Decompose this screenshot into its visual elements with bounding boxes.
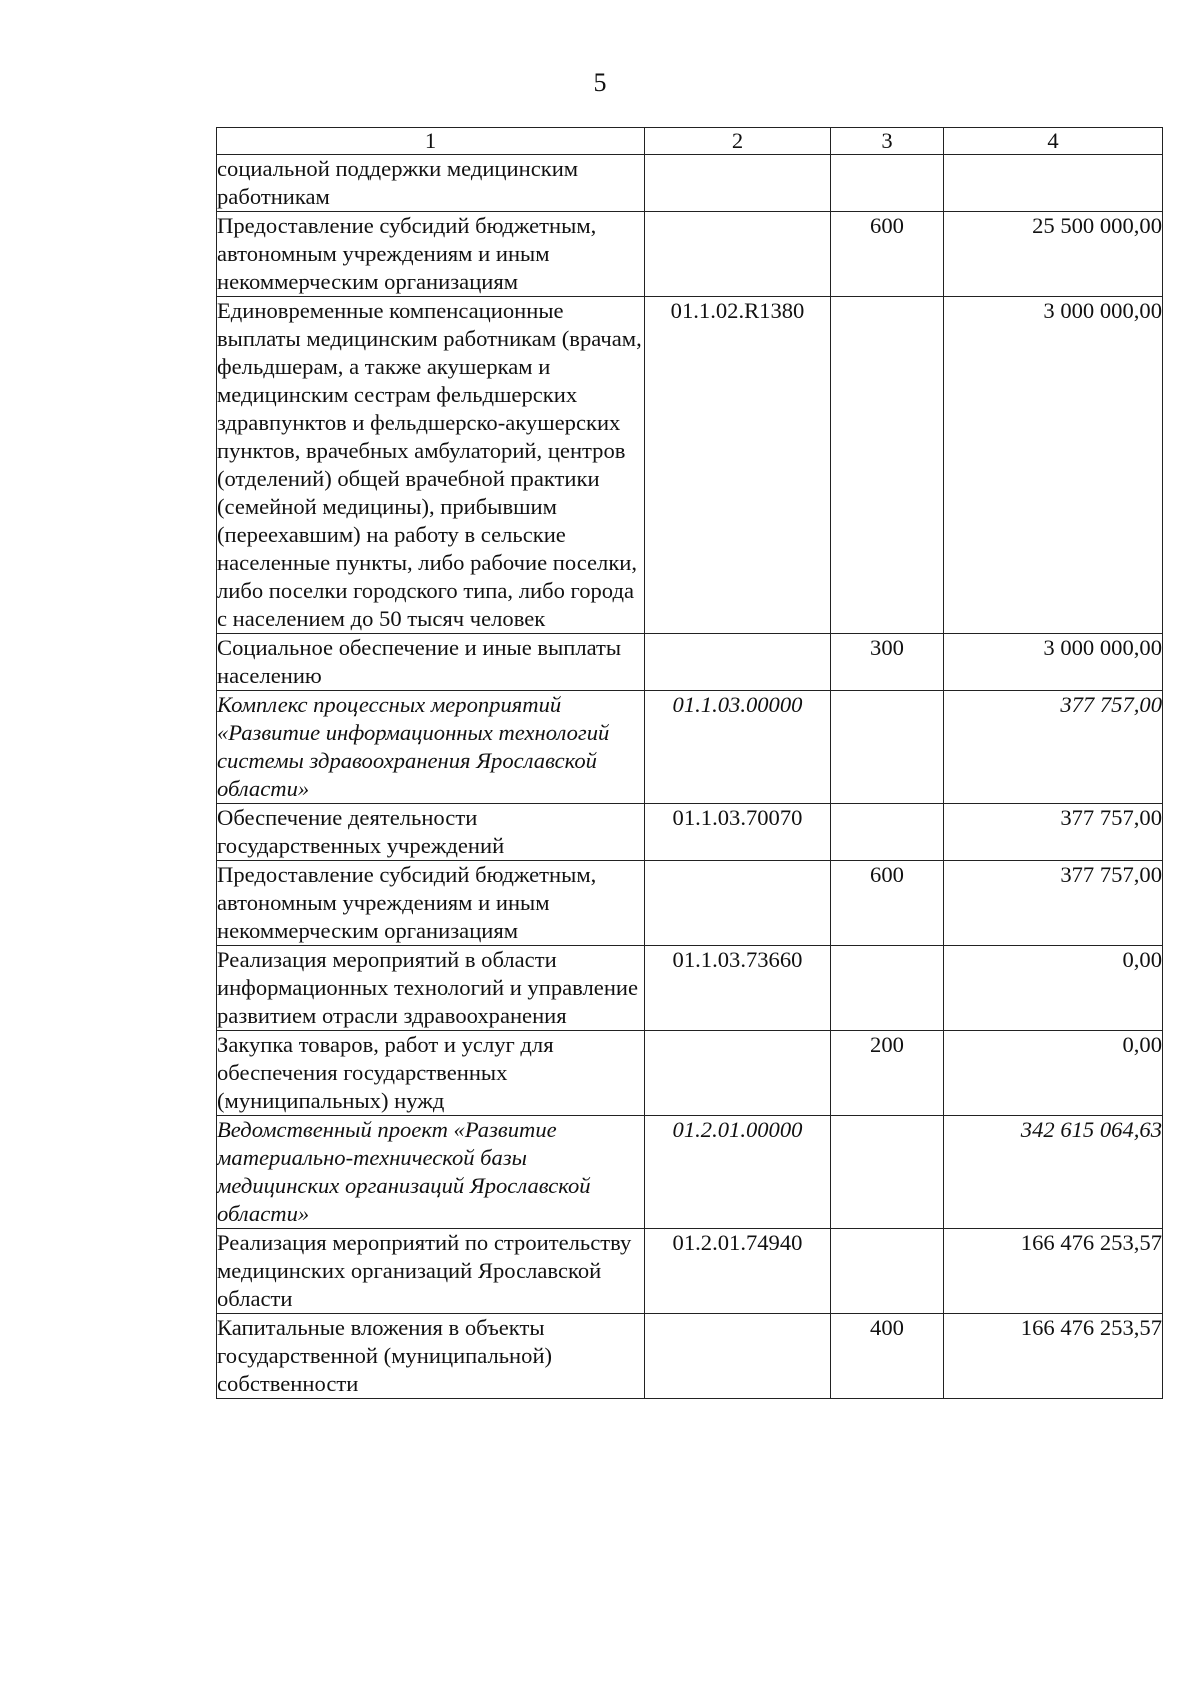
row-type-cell	[831, 691, 944, 804]
row-code-cell	[645, 155, 831, 212]
column-header-2: 2	[645, 128, 831, 155]
row-amount-cell: 3 000 000,00	[944, 634, 1163, 691]
row-name-cell: Социальное обеспечение и иные выплаты населению	[217, 634, 645, 691]
row-code-cell: 01.2.01.74940	[645, 1229, 831, 1314]
table-row	[217, 804, 1163, 861]
table-body	[217, 155, 1163, 1399]
row-type-cell	[831, 155, 944, 212]
row-code-cell: 01.2.01.00000	[645, 1116, 831, 1229]
row-name-cell: социальной поддержки медицинским работникам	[217, 155, 645, 212]
row-name-cell: Предоставление субсидий бюджетным, автономным учреждениям и иным некоммерческим организациям	[217, 861, 645, 946]
row-type-cell: 600	[831, 212, 944, 297]
row-amount-cell: 25 500 000,00	[944, 212, 1163, 297]
row-name-cell: Единовременные компенсационные выплаты медицинским работникам (врачам, фельдшерам, а также акушеркам и медицинским сестрам фельдшерских здравпунктов и фельдшерско-акушерских пунктов, врачебных амбулаторий, центров (отделений) общей врачебной практики (семейной медицины), прибывшим (переехавшим) на работу в сельские населенные пункты, либо рабочие поселки, либо поселки городского типа, либо города с населением до 50 тысяч человек	[217, 297, 645, 634]
row-name-cell: Ведомственный проект «Развитие материально-технической базы медицинских организаций Ярославской области»	[217, 1116, 645, 1229]
row-type-cell	[831, 1116, 944, 1229]
row-amount-cell: 166 476 253,57	[944, 1314, 1163, 1399]
page-number: 5	[593, 68, 607, 97]
row-type-cell: 200	[831, 1031, 944, 1116]
row-amount-cell: 342 615 064,63	[944, 1116, 1163, 1229]
row-amount-cell: 3 000 000,00	[944, 297, 1163, 634]
row-code-cell: 01.1.02.R1380	[645, 297, 831, 634]
row-amount-cell: 0,00	[944, 1031, 1163, 1116]
row-type-cell	[831, 804, 944, 861]
table-row	[217, 861, 1163, 946]
row-amount-cell: 0,00	[944, 946, 1163, 1031]
row-type-cell: 400	[831, 1314, 944, 1399]
table-row	[217, 634, 1163, 691]
column-header-4: 4	[944, 128, 1163, 155]
row-name-cell: Комплекс процессных мероприятий «Развитие информационных технологий системы здравоохранения Ярославской области»	[217, 691, 645, 804]
row-name-cell: Реализация мероприятий в области информационных технологий и управление развитием отрасли здравоохранения	[217, 946, 645, 1031]
row-type-cell: 300	[831, 634, 944, 691]
table-row	[217, 691, 1163, 804]
row-code-cell: 01.1.03.70070	[645, 804, 831, 861]
table-row	[217, 1031, 1163, 1116]
row-name-cell: Закупка товаров, работ и услуг для обеспечения государственных (муниципальных) нужд	[217, 1031, 645, 1116]
table-row	[217, 1116, 1163, 1229]
row-code-cell	[645, 1314, 831, 1399]
row-amount-cell: 377 757,00	[944, 804, 1163, 861]
row-name-cell: Капитальные вложения в объекты государственной (муниципальной) собственности	[217, 1314, 645, 1399]
row-code-cell: 01.1.03.00000	[645, 691, 831, 804]
row-amount-cell	[944, 155, 1163, 212]
row-name-cell: Предоставление субсидий бюджетным, автономным учреждениям и иным некоммерческим организациям	[217, 212, 645, 297]
row-type-cell	[831, 946, 944, 1031]
row-amount-cell: 377 757,00	[944, 861, 1163, 946]
budget-table	[216, 127, 1163, 1399]
table-row	[217, 1314, 1163, 1399]
row-type-cell: 600	[831, 861, 944, 946]
table-row	[217, 212, 1163, 297]
row-name-cell: Обеспечение деятельности государственных учреждений	[217, 804, 645, 861]
row-type-cell	[831, 1229, 944, 1314]
row-name-cell: Реализация мероприятий по строительству медицинских организаций Ярославской области	[217, 1229, 645, 1314]
row-amount-cell: 377 757,00	[944, 691, 1163, 804]
row-code-cell	[645, 634, 831, 691]
table-row	[217, 155, 1163, 212]
table-header-row	[217, 128, 1163, 155]
column-header-3: 3	[831, 128, 944, 155]
table-row	[217, 946, 1163, 1031]
row-type-cell	[831, 297, 944, 634]
row-amount-cell: 166 476 253,57	[944, 1229, 1163, 1314]
table-row	[217, 297, 1163, 634]
row-code-cell	[645, 1031, 831, 1116]
row-code-cell: 01.1.03.73660	[645, 946, 831, 1031]
row-code-cell	[645, 212, 831, 297]
table-row	[217, 1229, 1163, 1314]
column-header-1: 1	[217, 128, 645, 155]
row-code-cell	[645, 861, 831, 946]
